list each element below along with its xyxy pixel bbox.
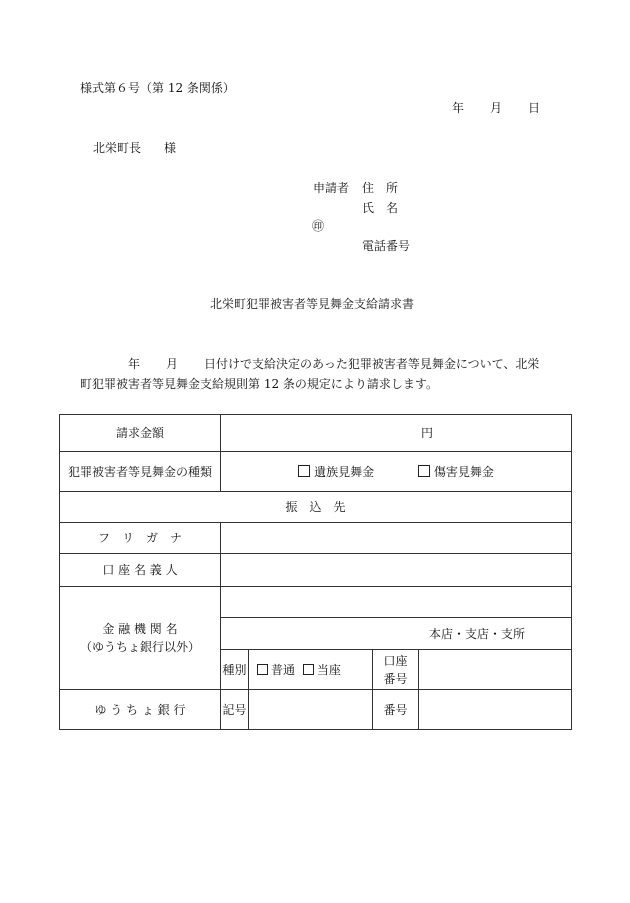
applicant-address-label: 住 所 — [362, 181, 399, 195]
number-field[interactable] — [419, 690, 572, 730]
applicant-phone-label: 電話番号 — [362, 239, 411, 253]
seal-mark: ㊞ — [312, 219, 325, 233]
type-option-injury[interactable]: 傷害見舞金 — [418, 465, 494, 479]
kind-options — [249, 650, 373, 690]
account-number-field[interactable] — [419, 650, 572, 690]
date-year-label: 年 — [452, 101, 465, 115]
amount-unit: 円 — [421, 426, 434, 440]
bank-name-field[interactable] — [221, 587, 572, 618]
kind-label: 種別 — [221, 650, 249, 690]
type-label: 犯罪被害者等見舞金の種類 — [60, 452, 221, 492]
date-month-label: 月 — [490, 101, 503, 115]
body-line1-rest: 日付けで支給決定のあった犯罪被害者等見舞金について、北栄 — [204, 357, 540, 371]
applicant-name-label: 氏 名 — [362, 201, 399, 215]
furigana-field[interactable] — [221, 523, 572, 554]
bank-note: （ゆうちょ銀行以外） — [79, 640, 200, 654]
addressee-honorific: 様 — [164, 141, 177, 155]
checkbox-icon[interactable] — [303, 664, 314, 675]
checkbox-icon[interactable] — [298, 465, 310, 477]
amount-field[interactable] — [221, 415, 572, 452]
kind-option-current[interactable]: 当座 — [303, 663, 341, 677]
account-number-label: 口座番号 — [373, 650, 419, 690]
body-month: 月 — [166, 357, 179, 371]
form-number: 様式第６号（第 12 条関係） — [80, 81, 235, 95]
number-label: 番号 — [373, 690, 419, 730]
addressee-name: 北栄町長 — [93, 141, 142, 155]
checkbox-icon[interactable] — [418, 465, 430, 477]
transfer-header: 振 込 先 — [60, 492, 572, 523]
branch-suffix: 本店・支店・支所 — [429, 626, 526, 641]
amount-label: 請求金額 — [60, 415, 221, 452]
date-day-label: 日 — [528, 101, 541, 115]
applicant-role: 申請者 — [313, 181, 350, 195]
checkbox-icon[interactable] — [257, 664, 268, 675]
document-title: 北栄町犯罪被害者等見舞金支給請求書 — [210, 297, 415, 311]
account-holder-label: 口 座 名 義 人 — [60, 554, 221, 587]
type-options — [221, 452, 572, 492]
kind-option-ordinary[interactable]: 普通 — [257, 663, 295, 677]
body-year: 年 — [128, 357, 141, 371]
request-form-table — [59, 414, 572, 730]
bank-label: 金 融 機 関 名 — [102, 622, 178, 636]
account-holder-field[interactable] — [221, 554, 572, 587]
type-option-bereaved[interactable]: 遺族見舞金 — [298, 465, 374, 479]
body-line2: 町犯罪被害者等見舞金支給規則第 12 条の規定により請求します。 — [80, 377, 438, 391]
symbol-field[interactable] — [249, 690, 373, 730]
branch-field[interactable] — [221, 618, 572, 650]
symbol-label: 記号 — [221, 690, 249, 730]
bank-name-label — [60, 587, 221, 690]
furigana-label: フ リ ガ ナ — [60, 523, 221, 554]
yucho-label: ゆ う ち ょ 銀 行 — [60, 690, 221, 730]
